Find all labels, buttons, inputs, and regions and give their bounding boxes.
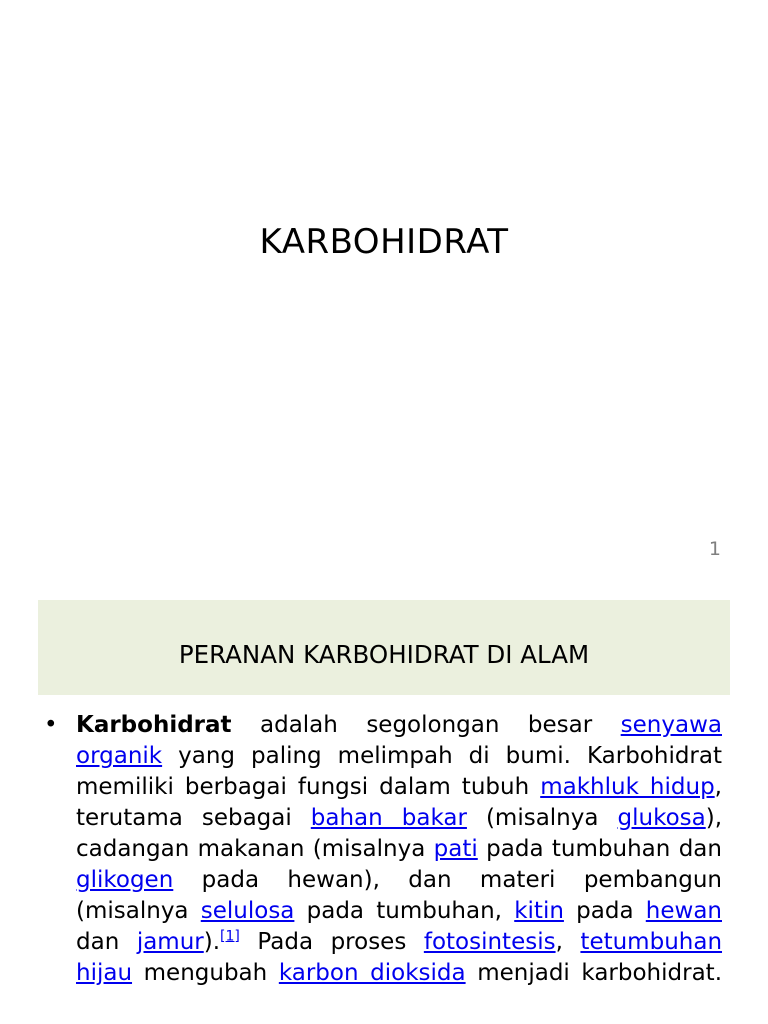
slide-title: KARBOHIDRAT (259, 222, 509, 262)
term-karbohidrat: Karbohidrat (76, 712, 232, 738)
text-segment: dan (76, 929, 137, 955)
link-pati[interactable]: pati (433, 836, 478, 862)
text-segment: , terutama sebagai (76, 774, 722, 831)
text-segment: Pada proses (239, 929, 424, 955)
slide-title: PERANAN KARBOHIDRAT DI ALAM (178, 640, 590, 669)
text-segment: pada tumbuhan, (294, 898, 515, 924)
text-segment: pada tumbuhan dan (477, 836, 722, 862)
text-segment: menjadi karbohidrat. (465, 960, 723, 986)
link-karbon-dioksida[interactable]: karbon dioksida (278, 960, 466, 986)
text-segment: , (555, 929, 581, 955)
footnote-ref-1[interactable]: [1] (220, 928, 240, 945)
link-tetumbuhan-hijau[interactable]: tetumbuhan hijau (76, 929, 723, 986)
bullet-item (44, 710, 722, 989)
link-hewan[interactable]: hewan (645, 898, 722, 924)
link-fotosintesis[interactable]: fotosintesis (423, 929, 556, 955)
text-segment: mengubah (132, 960, 279, 986)
text-segment: pada (563, 898, 646, 924)
link-kitin[interactable]: kitin (514, 898, 564, 924)
text-segment: pada hewan), dan materi pembangun (misalnya (76, 867, 722, 924)
text-segment: ). (203, 929, 221, 955)
link-selulosa[interactable]: selulosa (200, 898, 295, 924)
link-glukosa[interactable]: glukosa (617, 805, 706, 831)
bullet-paragraph (76, 710, 722, 989)
text-segment: yang paling melimpah di bumi. Karbohidrat memiliki berbagai fungsi dalam tubuh (76, 743, 722, 800)
link-glikogen[interactable]: glikogen (76, 867, 174, 893)
link-jamur[interactable]: jamur (136, 929, 204, 955)
text-segment: (misalnya (466, 805, 618, 831)
link-bahan-bakar[interactable]: bahan bakar (310, 805, 467, 831)
slide-2 (0, 590, 768, 1024)
slide-number: 1 (708, 538, 721, 560)
slide-header-band (38, 600, 730, 695)
link-makhluk-hidup[interactable]: makhluk hidup (540, 774, 715, 800)
text-segment: adalah segolongan besar (231, 712, 621, 738)
bullet-icon: • (44, 712, 58, 738)
link-senyawa-organik[interactable]: senyawa organik (76, 712, 722, 769)
text-segment: ), cadangan makanan (misalnya (76, 805, 723, 862)
